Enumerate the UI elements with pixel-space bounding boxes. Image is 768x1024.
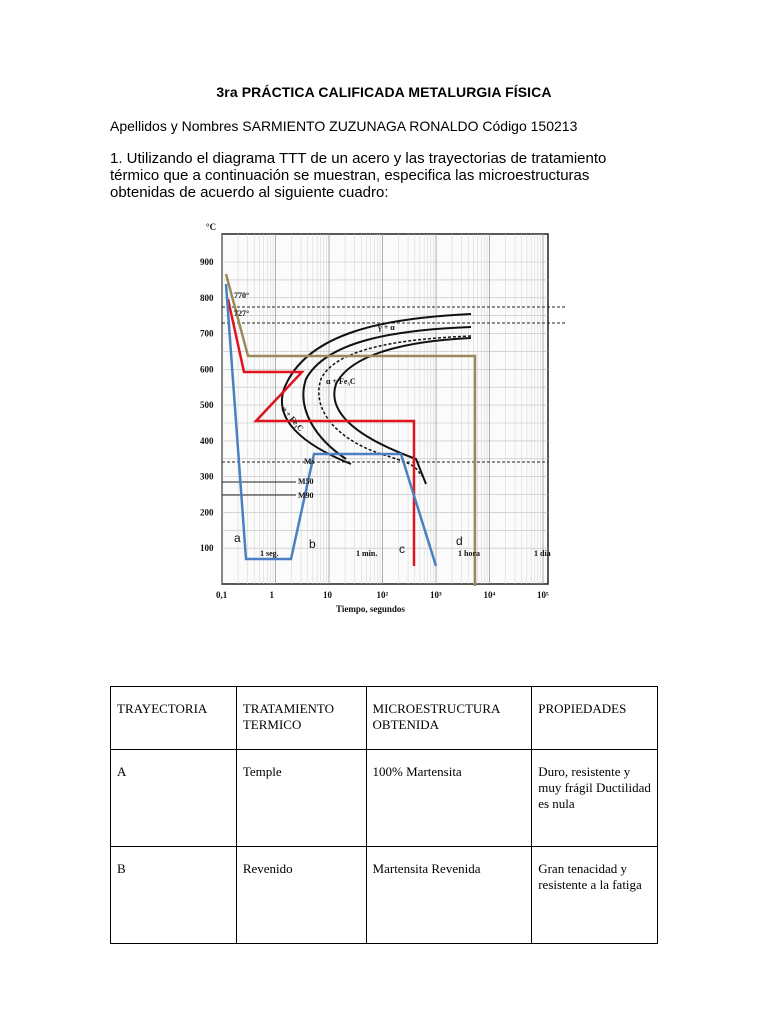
phase-label-alpha-fe3c: α + Fe₃C xyxy=(326,377,356,386)
x-axis-ticks xyxy=(216,590,549,600)
x-tick-label: 10³ xyxy=(430,590,442,600)
cell-tratamiento: Revenido xyxy=(236,847,366,944)
path-label-b: b xyxy=(309,537,316,551)
cell-propiedades: Duro, resistente y muy frágil Ductilidad es nula xyxy=(532,750,658,847)
header-trayectoria: TRAYECTORIA xyxy=(111,687,237,750)
phase-label-gamma-alpha: γ + α xyxy=(378,323,395,332)
x-tick-label: 0,1 xyxy=(216,590,228,600)
cell-trayectoria: B xyxy=(111,847,237,944)
y-axis-ticks xyxy=(200,257,214,553)
cell-tratamiento: Temple xyxy=(236,750,366,847)
time-mark-min: 1 min. xyxy=(356,549,378,558)
cell-microestructura: Martensita Revenida xyxy=(366,847,532,944)
header-microestructura: MICROESTRUCTURA OBTENIDA xyxy=(366,687,532,750)
label-ms: Ms xyxy=(304,457,315,466)
plot-frame xyxy=(222,234,548,584)
path-label-c: c xyxy=(399,542,405,556)
path-label-d: d xyxy=(456,534,463,548)
y-tick-label: 500 xyxy=(200,400,214,411)
cell-trayectoria: A xyxy=(111,750,237,847)
table-row xyxy=(111,847,658,944)
header-propiedades: PROPIEDADES xyxy=(532,687,658,750)
label-m90: M90 xyxy=(298,491,314,500)
x-tick-label: 10² xyxy=(376,590,389,600)
ttt-diagram-svg xyxy=(186,214,576,626)
y-tick-label: 100 xyxy=(200,543,214,554)
temp-mark-727: 727° xyxy=(234,309,250,318)
path-label-a: a xyxy=(234,531,241,545)
y-tick-label: 600 xyxy=(200,364,214,375)
y-tick-label: 400 xyxy=(200,435,214,446)
x-tick-label: 1 xyxy=(269,590,274,600)
x-tick-label: 10⁴ xyxy=(483,590,496,600)
time-mark-hora: 1 hora xyxy=(458,549,480,558)
results-table xyxy=(110,686,658,944)
y-tick-label: 700 xyxy=(200,328,214,339)
document-title: 3ra PRÁCTICA CALIFICADA METALURGIA FÍSICA xyxy=(216,84,552,100)
ttt-diagram xyxy=(186,214,576,626)
temp-mark-770: 770° xyxy=(234,291,250,300)
x-axis-label: Tiempo, segundos xyxy=(336,604,405,614)
y-tick-label: 300 xyxy=(200,471,214,482)
y-tick-label: 200 xyxy=(200,507,214,518)
x-tick-label: 10⁵ xyxy=(537,590,549,600)
time-mark-seg: 1 seg. xyxy=(260,549,279,558)
question-text: 1. Utilizando el diagrama TTT de un acero y las trayectorias de tratamiento térmico que a continuación se muestran, especifica las microestructuras obtenidas de acuerdo al siguiente cuadro: xyxy=(110,150,607,201)
table-header-row xyxy=(111,687,658,750)
student-name-line: Apellidos y Nombres SARMIENTO ZUZUNAGA RONALDO Código 150213 xyxy=(110,118,578,134)
cell-propiedades: Gran tenacidad y resistente a la fatiga xyxy=(532,847,658,944)
cell-microestructura: 100% Martensita xyxy=(366,750,532,847)
header-tratamiento: TRATAMIENTO TERMICO xyxy=(236,687,366,750)
y-axis-unit: °C xyxy=(206,222,217,232)
label-m50: M50 xyxy=(298,477,314,486)
table-row xyxy=(111,750,658,847)
phase-label-alpha-fe3c-diag: α + Fe₃C xyxy=(279,404,306,433)
time-mark-dia: 1 día xyxy=(534,549,551,558)
y-tick-label: 900 xyxy=(200,257,214,267)
x-tick-label: 10 xyxy=(323,590,332,600)
y-tick-label: 800 xyxy=(200,292,214,303)
